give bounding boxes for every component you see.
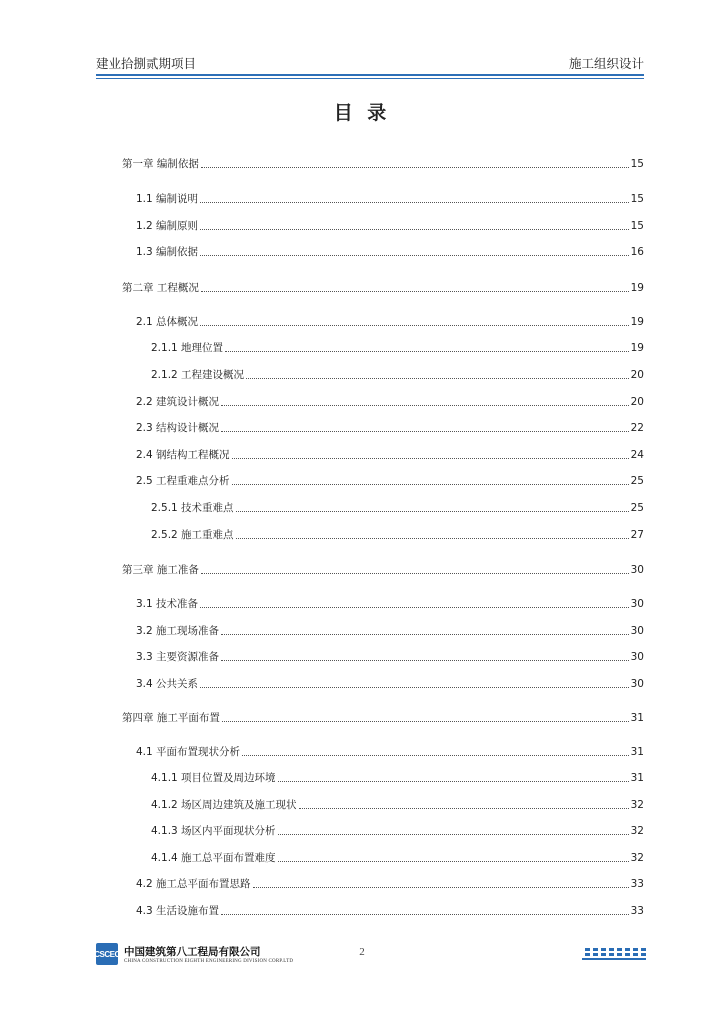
toc-entry[interactable] — [122, 709, 644, 725]
toc-entry-label: 4.1 平面布置现状分析 — [136, 746, 241, 758]
toc-entry[interactable] — [122, 561, 644, 577]
toc-entry[interactable] — [151, 366, 644, 382]
header-doc-title: 施工组织设计 — [568, 56, 644, 71]
toc-entry-label: 第三章 施工准备 — [122, 564, 199, 576]
toc-entry-page: 33 — [630, 878, 644, 890]
toc-leader-dots — [221, 404, 629, 406]
toc-entry-label: 第一章 编制依据 — [122, 158, 199, 170]
toc-leader-dots — [225, 350, 629, 352]
toc-entry-label: 2.1 总体概况 — [136, 316, 199, 328]
toc-leader-dots — [221, 430, 629, 432]
toc-entry[interactable] — [136, 190, 644, 206]
toc-entry[interactable] — [136, 675, 644, 691]
toc-entry-label: 1.2 编制原则 — [136, 220, 199, 232]
toc-entry-page: 30 — [630, 651, 644, 663]
toc-entry-page: 20 — [630, 369, 644, 381]
toc-entry-label: 2.5.1 技术重难点 — [151, 502, 234, 514]
toc-entry-label: 2.3 结构设计概况 — [136, 422, 220, 434]
toc-entry-page: 16 — [630, 246, 644, 258]
toc-entry-label: 2.1.1 地理位置 — [151, 342, 224, 354]
toc-entry-page: 22 — [630, 422, 644, 434]
toc-leader-dots — [278, 780, 629, 782]
toc-leader-dots — [221, 913, 629, 915]
toc-leader-dots — [201, 572, 629, 574]
toc-entry-page: 30 — [630, 625, 644, 637]
toc-entry[interactable] — [151, 769, 644, 785]
toc-entry[interactable] — [151, 796, 644, 812]
toc-entry[interactable] — [136, 393, 644, 409]
toc-entry-page: 25 — [630, 475, 644, 487]
toc-entry-label: 4.3 生活设施布置 — [136, 905, 220, 917]
toc-leader-dots — [222, 720, 629, 722]
toc-entry-page: 31 — [630, 746, 644, 758]
toc-entry-page: 31 — [630, 772, 644, 784]
toc-entry-page: 19 — [630, 342, 644, 354]
header-project-title: 建业拾捌贰期项目 — [96, 56, 197, 71]
toc-entry-label: 4.1.2 场区周边建筑及施工现状 — [151, 799, 297, 811]
toc-entry-page: 24 — [630, 449, 644, 461]
toc-leader-dots — [200, 201, 629, 203]
toc-leader-dots — [200, 606, 629, 608]
footer-company-name-en: CHINA CONSTRUCTION EIGHTH ENGINEERING DIVISION CORP.LTD — [124, 959, 294, 964]
toc-entry-page: 20 — [630, 396, 644, 408]
company-logo-text: CSCEC — [94, 949, 120, 959]
toc-entry-page: 31 — [630, 712, 644, 724]
toc-entry-label: 2.5 工程重难点分析 — [136, 475, 230, 487]
toc-entry-page: 30 — [630, 598, 644, 610]
toc-entry-label: 2.5.2 施工重难点 — [151, 529, 234, 541]
toc-entry-label: 1.3 编制依据 — [136, 246, 199, 258]
footer-decorative-mark — [582, 948, 646, 966]
toc-leader-dots — [246, 377, 629, 379]
toc-entry[interactable] — [136, 446, 644, 462]
toc-leader-dots — [221, 633, 629, 635]
toc-entry-label: 4.1.1 项目位置及周边环境 — [151, 772, 276, 784]
toc-leader-dots — [221, 659, 629, 661]
toc-entry-page: 33 — [630, 905, 644, 917]
toc-entry-page: 32 — [630, 852, 644, 864]
toc-entry[interactable] — [136, 622, 644, 638]
page-number: 2 — [359, 946, 365, 958]
toc-leader-dots — [200, 254, 629, 256]
toc-leader-dots — [299, 807, 629, 809]
toc-entry-label: 3.3 主要资源准备 — [136, 651, 220, 663]
toc-entry-page: 19 — [630, 316, 644, 328]
toc-entry[interactable] — [151, 339, 644, 355]
toc-entry-label: 2.1.2 工程建设概况 — [151, 369, 245, 381]
toc-entry[interactable] — [136, 217, 644, 233]
toc-leader-dots — [200, 686, 629, 688]
toc-entry[interactable] — [122, 279, 644, 295]
toc-leader-dots — [232, 457, 629, 459]
toc-entry[interactable] — [136, 743, 644, 759]
toc-entry-label: 4.1.3 场区内平面现状分析 — [151, 825, 276, 837]
toc-entry-label: 3.1 技术准备 — [136, 598, 199, 610]
toc-leader-dots — [232, 483, 629, 485]
toc-leader-dots — [200, 324, 629, 326]
toc-entry-page: 30 — [630, 678, 644, 690]
toc-entry[interactable] — [151, 822, 644, 838]
toc-entry-label: 4.2 施工总平面布置思路 — [136, 878, 251, 890]
toc-entry-page: 15 — [630, 158, 644, 170]
toc-entry-label: 3.4 公共关系 — [136, 678, 199, 690]
toc-leader-dots — [200, 228, 629, 230]
toc-entry[interactable] — [136, 313, 644, 329]
toc-entry-label: 2.2 建筑设计概况 — [136, 396, 220, 408]
toc-entry-label: 2.4 钢结构工程概况 — [136, 449, 230, 461]
toc-entry-page: 19 — [630, 282, 644, 294]
toc-entry[interactable] — [136, 595, 644, 611]
toc-entry-page: 32 — [630, 799, 644, 811]
toc-entry-page: 30 — [630, 564, 644, 576]
toc-entry[interactable] — [151, 499, 644, 515]
toc-entry-label: 3.2 施工现场准备 — [136, 625, 220, 637]
toc-entry-page: 25 — [630, 502, 644, 514]
toc-entry-label: 第四章 施工平面布置 — [122, 712, 220, 724]
toc-entry-label: 1.1 编制说明 — [136, 193, 199, 205]
toc-entry[interactable] — [151, 849, 644, 865]
toc-entry[interactable] — [136, 875, 644, 891]
toc-leader-dots — [278, 860, 629, 862]
toc-entry[interactable] — [136, 243, 644, 259]
toc-entry-label: 4.1.4 施工总平面布置难度 — [151, 852, 276, 864]
toc-leader-dots — [236, 537, 629, 539]
toc-leader-dots — [201, 290, 629, 292]
toc-leader-dots — [201, 166, 629, 168]
toc-entry[interactable] — [136, 648, 644, 664]
toc-leader-dots — [242, 754, 629, 756]
toc-entry-page: 15 — [630, 193, 644, 205]
toc-entry-page: 32 — [630, 825, 644, 837]
toc-title: 目 录 — [333, 102, 391, 124]
toc-leader-dots — [253, 886, 629, 888]
toc-entry-label: 第二章 工程概况 — [122, 282, 199, 294]
toc-leader-dots — [236, 510, 629, 512]
footer-company-name: 中国建筑第八工程局有限公司 — [124, 946, 261, 958]
toc-entry-page: 27 — [630, 529, 644, 541]
toc-leader-dots — [278, 833, 629, 835]
toc-entry[interactable] — [136, 419, 644, 435]
toc-entry[interactable] — [136, 472, 644, 488]
toc-entry-page: 15 — [630, 220, 644, 232]
toc-entry[interactable] — [122, 155, 644, 171]
toc-entry[interactable] — [151, 526, 644, 542]
toc-entry[interactable] — [136, 902, 644, 918]
